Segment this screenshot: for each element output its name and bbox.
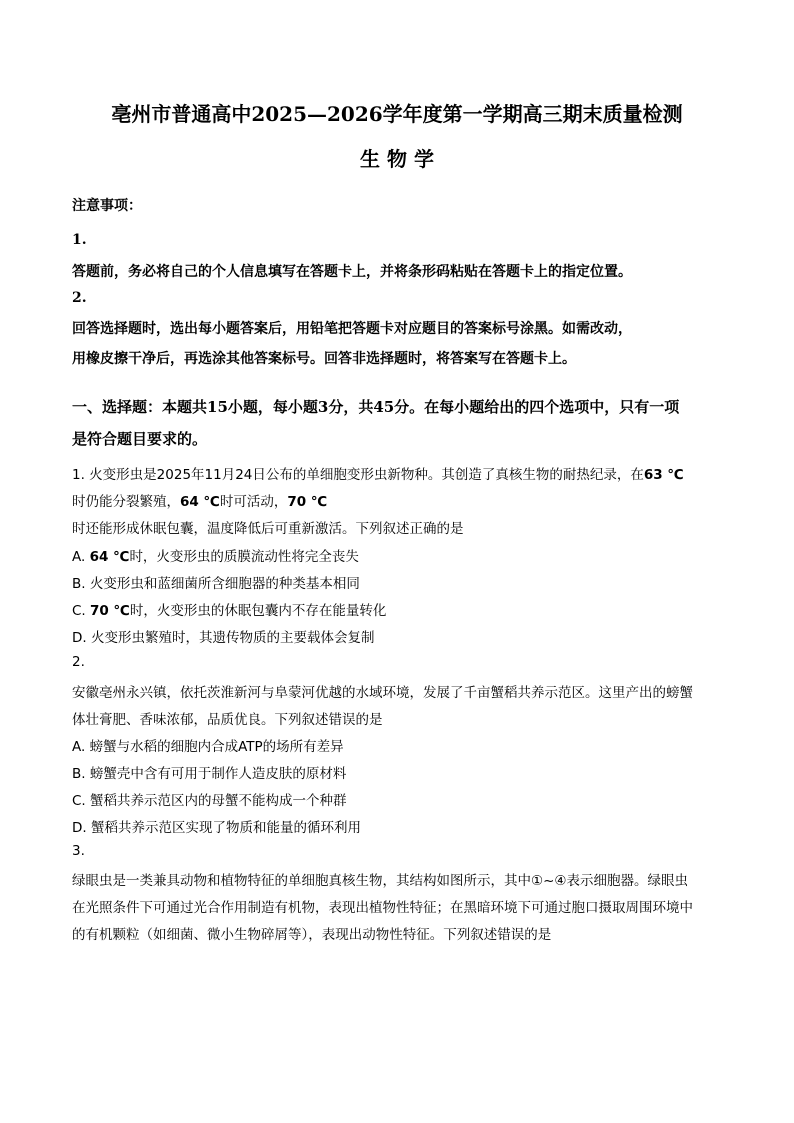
question-2-option-b: B. 螃蟹壳中含有可用于制作人造皮肤的原材料 <box>72 766 347 782</box>
question-3-line-3: 的有机颗粒（如细菌、微小生物碎屑等），表现出动物性特征。下列叙述错误的是 <box>72 927 552 943</box>
temperature-70: 70 ℃ <box>90 603 130 619</box>
question-1-option-b: B. 火变形虫和蓝细菌所含细胞器的种类基本相同 <box>72 576 360 592</box>
option-text: 时，火变形虫的质膜流动性将完全丧失 <box>129 549 359 565</box>
temperature-64: 64 ℃ <box>89 549 130 565</box>
notice-item-2-line-1: 回答选择题时，选出每小题答案后，用铅笔把答题卡对应题目的答案标号涂黑。如需改动， <box>72 321 632 337</box>
question-2-option-a: A. 螃蟹与水稻的细胞内合成ATP的场所有差异 <box>72 739 344 755</box>
temperature-64: 64 ℃ <box>180 494 220 510</box>
notice-item-1-number: 1. <box>72 232 87 248</box>
question-1-option-d: D. 火变形虫繁殖时，其遗传物质的主要载体会复制 <box>72 630 375 646</box>
notice-item-1-text: 答题前，务必将自己的个人信息填写在答题卡上，并将条形码粘贴在答题卡上的指定位置。 <box>72 264 632 280</box>
subject-title: 生 物 学 <box>360 147 434 171</box>
section-1-heading-line-1: 一、选择题：本题共15小题，每小题3分，共45分。在每小题给出的四个选项中，只有一项 <box>72 398 680 416</box>
notice-item-2-number: 2. <box>72 290 87 306</box>
exam-title: 亳州市普通高中2025—2026学年度第一学期高三期末质量检测 <box>111 102 683 126</box>
section-1-heading-line-2: 是符合题目要求的。 <box>72 430 208 448</box>
question-1-line-1 <box>72 463 684 483</box>
option-label: A. <box>72 549 90 565</box>
question-1-stem-part: 时可活动， <box>219 494 288 510</box>
question-3-line-2: 在光照条件下可通过光合作用制造有机物，表现出植物性特征；在黑暗环境下可通过胞口摄取周围环境中 <box>72 900 693 916</box>
question-2-line-2: 体壮膏肥、香味浓郁，品质优良。下列叙述错误的是 <box>72 712 383 728</box>
question-2-line-1: 安徽亳州永兴镇，依托茨淮新河与阜蒙河优越的水域环境，发展了千亩蟹稻共养示范区。这里产出的螃蟹 <box>72 685 693 701</box>
question-3-line-1: 绿眼虫是一类兼具动物和植物特征的单细胞真核生物，其结构如图所示，其中①~④表示细胞器。绿眼虫 <box>72 873 689 889</box>
question-2-option-d: D. 蟹稻共养示范区实现了物质和能量的循环利用 <box>72 820 361 836</box>
temperature-70: 70 ℃ <box>287 494 328 510</box>
notice-heading: 注意事项： <box>72 198 142 214</box>
question-1-option-c <box>72 599 386 619</box>
notice-item-2-line-2: 用橡皮擦干净后，再选涂其他答案标号。回答非选择题时，将答案写在答题卡上。 <box>72 351 576 367</box>
question-2-option-c: C. 蟹稻共养示范区内的母蟹不能构成一个种群 <box>72 793 347 809</box>
question-1-line-3: 时还能形成休眠包囊，温度降低后可重新激活。下列叙述正确的是 <box>72 521 464 537</box>
question-1-stem-part: 1. 火变形虫是2025年11月24日公布的单细胞变形虫新物种。其创造了真核生物的耐热纪录，在 <box>72 467 644 483</box>
question-1-option-a <box>72 545 359 565</box>
temperature-63: 63 ℃ <box>643 467 684 483</box>
question-3-number: 3. <box>72 843 85 859</box>
option-label: C. <box>72 603 91 619</box>
question-1-stem-part: 时仍能分裂繁殖， <box>72 494 180 510</box>
option-text: 时，火变形虫的休眠包囊内不存在能量转化 <box>129 603 387 619</box>
question-2-number: 2. <box>72 654 85 670</box>
question-1-line-2 <box>72 490 327 510</box>
